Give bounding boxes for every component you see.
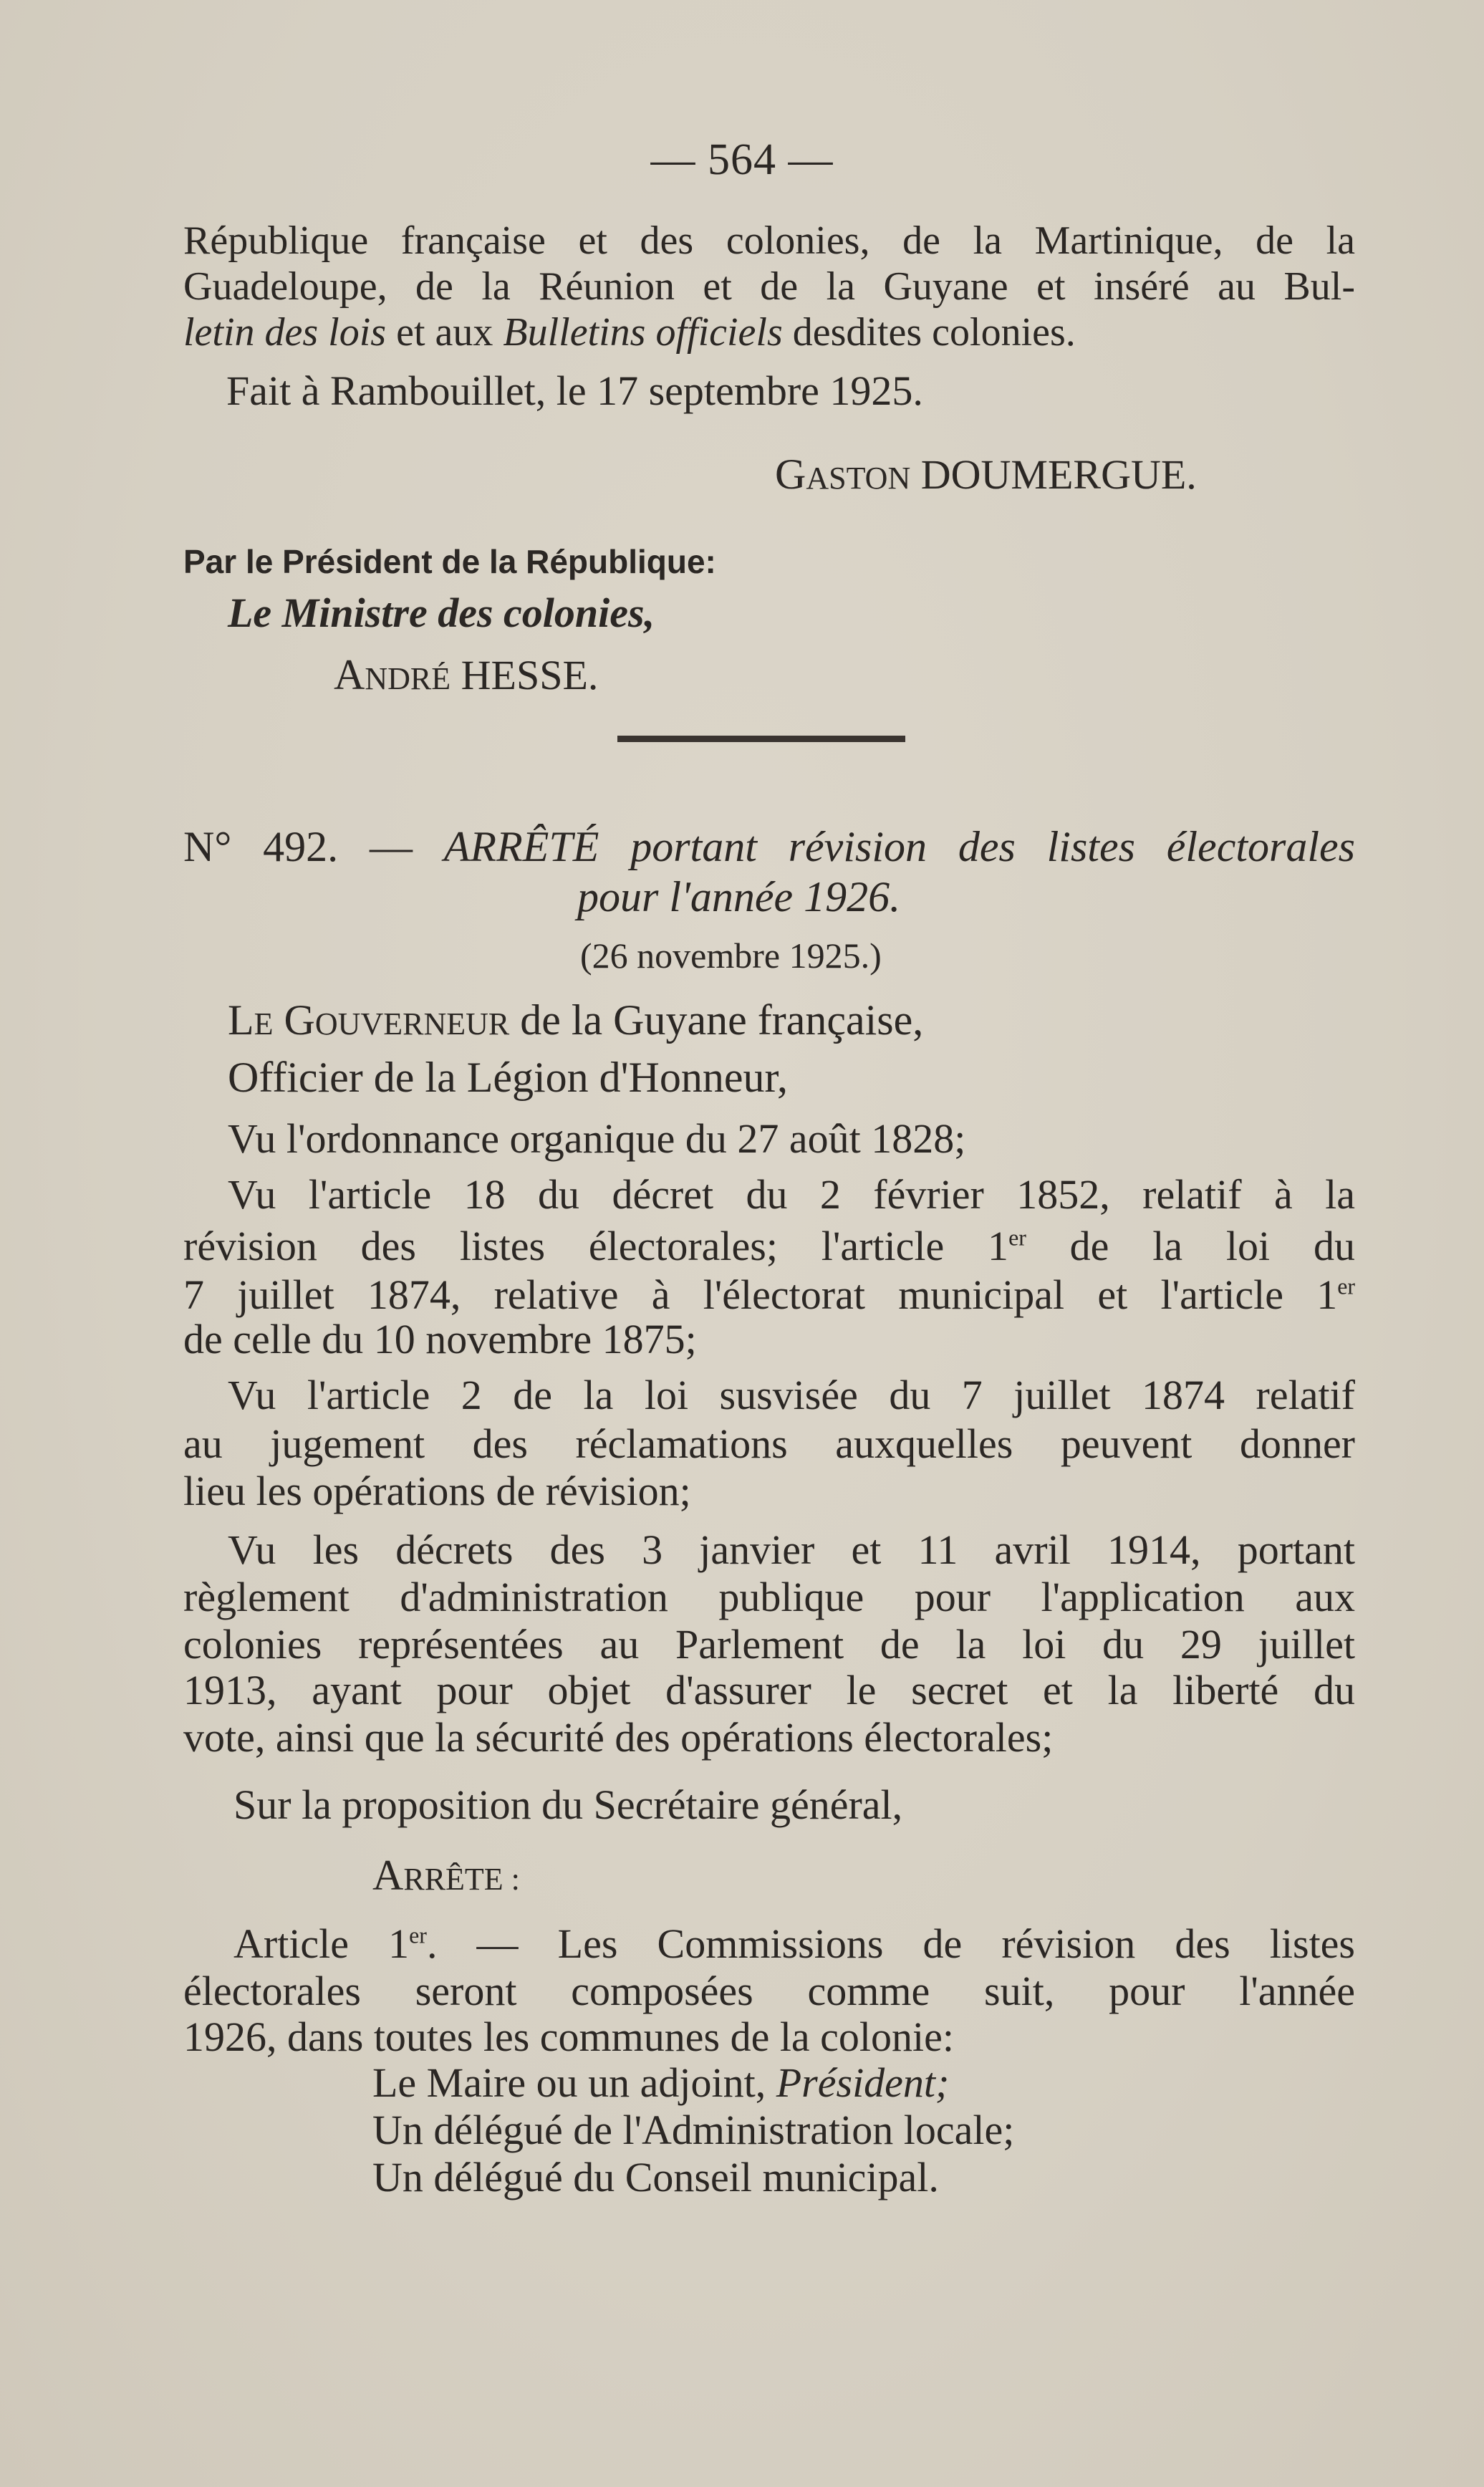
page-number: — 564 — [650, 135, 834, 184]
article-1-line-2: électorales seront composées comme suit, pour l'année [183, 1968, 1355, 2014]
governor-rest-1: E [254, 1006, 274, 1042]
governor-initial-2: G [273, 996, 315, 1044]
continuation-line-3 [183, 308, 1076, 357]
bulletins-officiels: Bulletins officiels [503, 310, 783, 355]
vu-article-18-line-1: Vu l'article 18 du décret du 2 février 1852, relatif à la [228, 1171, 1355, 1218]
member-administration: Un délégué de l'Administration locale; [372, 2107, 1015, 2153]
decree-date: (26 novembre 1925.) [580, 935, 882, 976]
decree-number: N° 492. — [183, 823, 444, 870]
continuation-line-2 [183, 262, 1355, 311]
continuation-line-3-end: desdites colonies. [782, 310, 1076, 355]
vu-article-18-line-2-b: de la loi du [1026, 1223, 1355, 1269]
continuation-line-3-and: et aux [386, 310, 504, 355]
article-1-line-1 [233, 1920, 1355, 1968]
decree-title-line-2: pour l'année 1926. [577, 873, 901, 920]
arrete-rest: RRÊTE : [403, 1862, 520, 1897]
signature-first-name: ASTON [806, 461, 911, 496]
article-1-line-3: 1926, dans toutes les communes de la colonie: [183, 2014, 955, 2060]
signature-last-name: DOUMERGUE. [910, 451, 1197, 498]
proposal-line: Sur la proposition du Secrétaire général, [233, 1781, 903, 1828]
superscript-er-1: er [1008, 1225, 1026, 1251]
vu-decrets-line-5: vote, ainsi que la sécurité des opérations électorales; [183, 1714, 1054, 1761]
vu-article-18-line-2-a: révision des listes électorales; l'article 1 [183, 1223, 1009, 1269]
continuation-line-2-text: Guadeloupe, de la Réunion et de la Guyane et inséré au Bul- [183, 264, 1355, 309]
president-signature [775, 450, 1197, 503]
signature-initial: G [775, 451, 806, 498]
officer-line: Officier de la Légion d'Honneur, [228, 1054, 789, 1101]
vu-article-18-line-2 [183, 1222, 1355, 1271]
superscript-er-3: er [409, 1923, 427, 1948]
member-council: Un délégué du Conseil municipal. [372, 2154, 939, 2200]
vu-decrets-line-2: règlement d'administration publique pour l'application aux [183, 1574, 1355, 1620]
member-mayor [372, 2059, 949, 2107]
vu-decrets-line-4: 1913, ayant pour objet d'assurer le secret et la liberté du [183, 1667, 1355, 1713]
governor-rest-2: OUVERNEUR [314, 1006, 510, 1042]
minister-first-name: NDRÉ [365, 661, 451, 696]
vu-article-18-line-4: de celle du 10 novembre 1875; [183, 1316, 697, 1362]
article-1-label: Article 1 [233, 1920, 410, 1967]
governor-tail: de la Guyane française, [509, 996, 924, 1044]
section-divider [617, 736, 905, 742]
minister-initial: A [334, 651, 365, 698]
by-the-president: Par le Président de la République: [183, 543, 716, 580]
vu-ordonnance: Vu l'ordonnance organique du 27 août 1828; [228, 1115, 966, 1162]
superscript-er-2: er [1337, 1274, 1355, 1299]
article-1-text: . — Les Commissions de révision des listes [426, 1920, 1356, 1967]
member-mayor-text: Le Maire ou un adjoint, [372, 2059, 776, 2106]
minister-name [334, 650, 598, 703]
arrete-heading [372, 1851, 520, 1904]
arrete-initial: A [372, 1852, 404, 1899]
minister-title: Le Ministre des colonies, [228, 590, 655, 636]
vu-article-2-line-1: Vu l'article 2 de la loi susvisée du 7 juillet 1874 relatif [228, 1372, 1355, 1418]
member-mayor-role: Président; [776, 2059, 950, 2106]
decree-title-line-1 [183, 822, 1355, 871]
governor-initial-1: L [228, 996, 254, 1044]
vu-decrets-line-3: colonies représentées au Parlement de la loi du 29 juillet [183, 1621, 1355, 1668]
vu-article-2-line-2: au jugement des réclamations auxquelles peuvent donner [183, 1420, 1355, 1467]
governor-line [228, 996, 923, 1049]
vu-decrets-line-1: Vu les décrets des 3 janvier et 11 avril 1914, portant [228, 1526, 1355, 1573]
decree-title: ARRÊTÉ portant révision des listes électorales [443, 823, 1355, 870]
vu-article-2-line-3: lieu les opérations de révision; [183, 1468, 691, 1514]
vu-article-18-line-3-a: 7 juillet 1874, relative à l'électorat municipal et l'article 1 [183, 1271, 1338, 1318]
vu-article-18-line-3 [183, 1271, 1355, 1319]
minister-last-name: HESSE. [450, 652, 599, 698]
bulletin-des-lois: letin des lois [183, 310, 387, 355]
place-date: Fait à Rambouillet, le 17 septembre 1925. [226, 367, 923, 414]
continuation-line-1: République française et des colonies, de la Martinique, de la [183, 218, 1355, 263]
